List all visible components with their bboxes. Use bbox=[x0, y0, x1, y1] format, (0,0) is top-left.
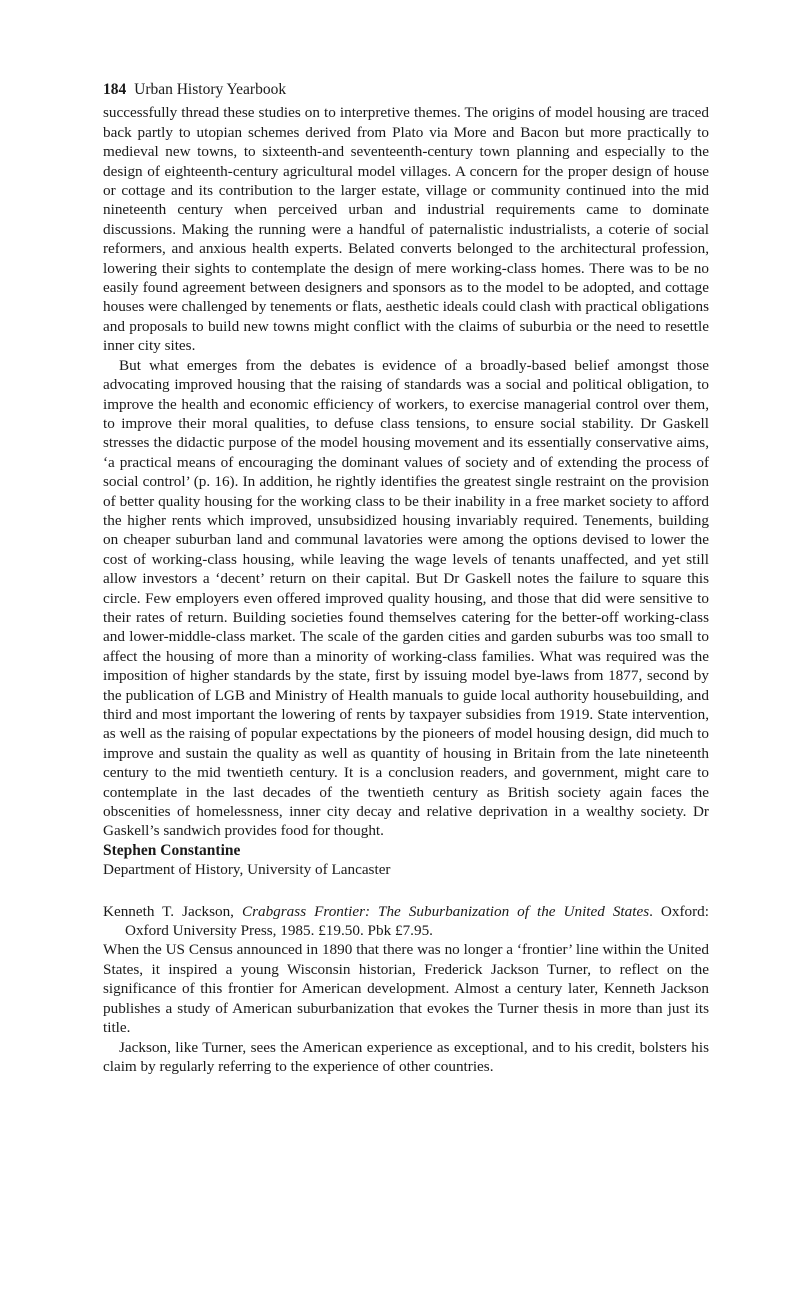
reviewer-name: Stephen Constantine bbox=[103, 841, 241, 859]
review2-paragraph-1: When the US Census announced in 1890 that there was no longer a ‘frontier’ line within the United States, it inspired a young Wisconsin historian, Frederick Jackson Turner, to reflect on the significance of this frontier for American development. Almost a century later, Kenneth Jackson publishes a study of American suburbanization that evokes the Turner thesis in more than just its title. bbox=[103, 941, 709, 1037]
document-page bbox=[103, 80, 709, 1076]
reviewer-affiliation: Department of History, University of Lancaster bbox=[103, 861, 391, 879]
book-citation bbox=[103, 902, 709, 941]
citation-title: Crabgrass Frontier: The Suburbanization of the United States bbox=[241, 902, 650, 920]
review1-paragraph-1: successfully thread these studies on to interpretive themes. The origins of model housing are traced back partly to utopian schemes derived from Plato via More and Bacon but more practically to medieval new towns, to sixteenth-and seventeenth-century town planning and especially to the design of eighteenth-century agricultural model villages. A concern for the proper design of house or cottage and its contribution to the larger estate, village or community continued into the mid nineteenth century when perceived urban and industrial requirements came to dominate discussions. Making the running were a handful of paternalistic industrialists, a coterie of social reformers, and anxious health experts. Belated converts belonged to the architectural profession, lowering their sights to contemplate the design of mere working-class homes. There was to be no easily found agreement between designers and sponsors as to the model to be adopted, and cottage houses were challenged by tenements or flats, aesthetic ideals could clash with practical obligations and proposals to build new towns might conflict with the claims of suburbia or the need to resettle inner city sites. bbox=[103, 104, 709, 355]
review1-paragraph-2: But what emerges from the debates is evidence of a broadly-based belief amongst those advocating improved housing that the raising of standards was a social and political obligation, to improve the health and economic efficiency of workers, to exercise managerial control over them, to improve their moral qualities, to defuse class tensions, to ensure social stability. Dr Gaskell stresses the didactic purpose of the model housing movement and its essentially conservative aims, ‘a practical means of encouraging the dominant values of society and of extending the process of social control’ (p. 16). In addition, he rightly identifies the greatest single restraint on the provision of better quality housing for the working class to be their inability in a free market society to afford the higher rents which improved, unsubsidized housing invariably required. Tenements, building on cheaper suburban land and communal lavatories were among the options devised to lower the cost of working-class housing, while leaving the wage levels of tenants unaffected, and yet still allow investors a ‘decent’ return on their capital. But Dr Gaskell notes the failure to square this circle. Few employers even offered improved quality housing, and those that did were sensitive to their rates of return. Building societies found themselves catering for the better-off working-class and lower-middle-class market. The scale of the garden cities and garden suburbs was too small to affect the housing of more than a minority of working-class families. What was required was the imposition of higher standards by the state, first by issuing model bye-laws from 1877, second by the publication of LGB and Ministry of Health manuals to guide local authority housebuilding, and third and most important the lowering of rents by taxpayer subsidies from 1919. State intervention, as well as the raising of popular expectations by the pioneers of model housing design, did much to improve and sustain the quality as well as quantity of housing in Britain from the late nineteenth century to the mid twentieth century. It is a conclusion readers, and government, might care to contemplate in the last decades of the twentieth century as British society again faces the obscenities of homelessness, inner city decay and relative deprivation in a wealthy society. Dr Gaskell’s sandwich provides food for thought. bbox=[103, 356, 709, 840]
running-head bbox=[103, 80, 709, 99]
page-number: 184 bbox=[103, 81, 127, 98]
review2-paragraph-2: Jackson, like Turner, sees the American experience as exceptional, and to his credit, bolsters his claim by regularly referring to the experience of other countries. bbox=[103, 1038, 709, 1075]
citation-details: . Oxford: Oxford University Press, 1985. £19.50. Pbk £7.95. bbox=[125, 902, 709, 940]
citation-author: Kenneth T. Jackson, bbox=[103, 902, 242, 920]
journal-title: Urban History Yearbook bbox=[134, 81, 287, 98]
